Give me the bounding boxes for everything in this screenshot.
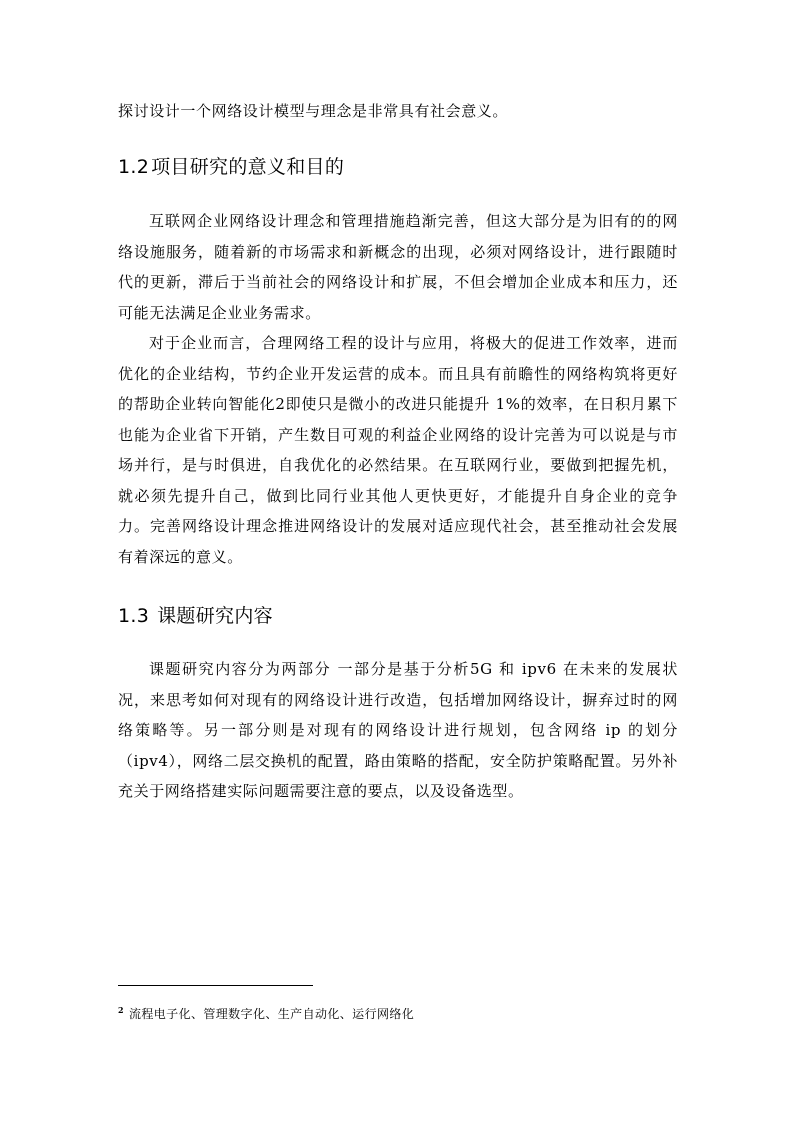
intro-line: 探讨设计一个网络设计模型与理念是非常具有社会意义。 xyxy=(118,102,509,120)
paragraph-1-3: 课题研究内容分为两部分 一部分是基于分析5G 和 ipv6 在未来的发展状况，来思考如何对现有的网络设计进行改造，包括增加网络设计，摒弃过时的网络策略等。另一部分则是对现有的网络设计进行规划，包含网络 ip 的划分（ipv4），网络二层交换机的配置，路由策略的搭配，安全防护策略配置。另外补充关于网络搭建实际问题需要注意的要点，以及设备选型。 xyxy=(118,660,678,800)
section-number: 1.2 xyxy=(118,156,150,178)
section-number: 1.3 xyxy=(118,605,150,627)
paragraph-1-2-b: 对于企业而言，合理网络工程的设计与应用，将极大的促进工作效率，进而优化的企业结构，节约企业开发运营的成本。而且具有前瞻性的网络构筑将更好的帮助企业转向智能化2即使只是微小的改进只能提升 1%的效率，在日积月累下也能为企业省下开销，产生数目可观的利益企业网络的设计完善为可以说是与市场并行，是与时俱进，自我优化的必然结果。在互联网行业，要做到把握先机，就必须先提升自己，做到比同行业其他人更快更好，才能提升自身企业的竞争力。完善网络设计理念推进网络设计的发展对适应现代社会，甚至推动社会发展有着深远的意义。 xyxy=(118,334,678,566)
footnote-separator xyxy=(118,985,313,986)
section-heading-1-2 xyxy=(118,155,344,179)
footnote-mark: 2 xyxy=(118,1005,124,1015)
section-title: 课题研究内容 xyxy=(157,605,273,627)
section-title: 项目研究的意义和目的 xyxy=(151,156,345,178)
paragraph-1-2-a: 互联网企业网络设计理念和管理措施趋渐完善，但这大部分是为旧有的的网络设施服务，随着新的市场需求和新概念的出现，必须对网络设计，进行跟随时代的更新，滞后于当前社会的网络设计和扩展，不但会增加企业成本和压力，还可能无法满足企业业务需求。 xyxy=(118,212,678,322)
footnote-text: 流程电子化、管理数字化、生产自动化、运行网络化 xyxy=(128,1007,415,1021)
section-heading-1-3 xyxy=(118,604,273,628)
footnote xyxy=(118,1002,414,1022)
